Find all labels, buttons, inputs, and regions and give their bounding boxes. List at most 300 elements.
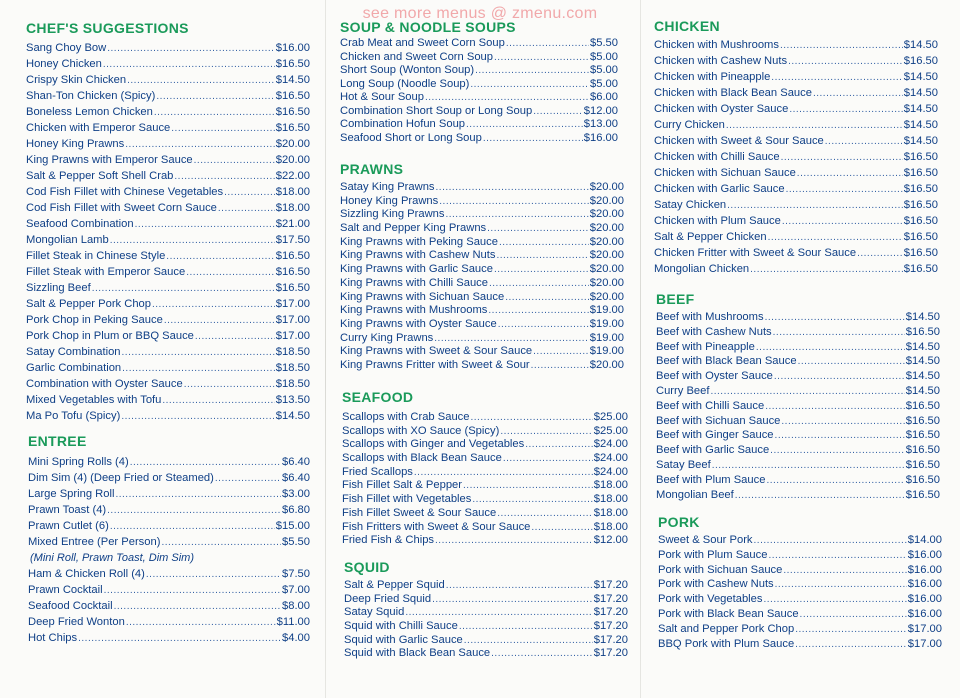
item-list xyxy=(656,310,940,502)
menu-item-price: $16.00 xyxy=(583,131,618,144)
menu-item-name: Scallops with Crab Sauce xyxy=(342,411,470,423)
menu-item-price: $5.00 xyxy=(590,64,618,76)
menu-item-name: Fillet Steak with Emperor Sauce xyxy=(26,266,186,278)
dot-leader xyxy=(92,281,275,296)
menu-item xyxy=(654,37,938,53)
dot-leader xyxy=(127,73,275,88)
menu-item-price: $20.00 xyxy=(589,235,624,248)
menu-item-price: $16.50 xyxy=(905,458,940,471)
menu-item xyxy=(656,428,940,443)
menu-item-price: $12.00 xyxy=(583,104,618,117)
menu-item xyxy=(654,213,938,229)
dot-leader xyxy=(186,265,275,280)
dot-leader xyxy=(78,631,281,646)
dot-leader xyxy=(774,370,905,384)
menu-item-name: Pork with Black Bean Sauce xyxy=(658,607,799,620)
menu-item-price: $14.50 xyxy=(275,74,310,86)
menu-item-name: King Prawns with Sichuan Sauce xyxy=(340,290,505,303)
menu-item-name: Combination Hofun Soup xyxy=(340,118,466,130)
menu-item xyxy=(340,249,624,263)
menu-item-name: Honey King Prawns xyxy=(340,194,439,207)
menu-item-price: $16.50 xyxy=(903,247,938,259)
menu-item-price: $20.00 xyxy=(589,249,624,262)
menu-item-name: Chicken with Pineapple xyxy=(654,71,771,83)
menu-item-name: Chicken with Black Bean Sauce xyxy=(654,87,812,99)
menu-item-name: Fish Fillet with Vegetables xyxy=(342,493,472,506)
dot-leader xyxy=(710,385,904,399)
menu-item-price: $16.50 xyxy=(903,151,938,163)
dot-leader xyxy=(164,313,275,328)
menu-item-name: Fried Scallops xyxy=(342,465,413,478)
menu-item-name: Salt & Pepper Squid xyxy=(344,579,445,591)
menu-item-price: $24.00 xyxy=(593,438,628,451)
dot-leader xyxy=(800,608,907,622)
menu-item-price: $7.00 xyxy=(282,584,310,596)
menu-item-price: $17.20 xyxy=(593,592,628,605)
menu-item xyxy=(656,399,940,414)
item-list xyxy=(658,533,942,651)
menu-item-name: King Prawns with Cashew Nuts xyxy=(340,249,496,262)
menu-item-price: $16.50 xyxy=(903,167,938,179)
menu-item-name: Pork with Vegetables xyxy=(658,593,763,606)
menu-item xyxy=(342,466,628,480)
menu-item xyxy=(26,232,310,248)
menu-item-price: $6.80 xyxy=(282,504,310,516)
menu-item xyxy=(340,236,624,250)
menu-item xyxy=(28,454,310,470)
menu-item xyxy=(656,384,940,399)
menu-item xyxy=(340,332,624,346)
menu-item xyxy=(656,414,940,429)
menu-item-price: $14.00 xyxy=(907,534,942,546)
menu-item-name: Cod Fish Fillet with Chinese Vegetables xyxy=(26,186,224,198)
menu-item-price: $22.00 xyxy=(275,170,310,182)
menu-item-name: Combination Short Soup or Long Soup xyxy=(340,104,533,117)
menu-item xyxy=(654,53,938,69)
menu-item-price: $8.00 xyxy=(282,600,310,612)
dot-leader xyxy=(162,393,274,408)
menu-item xyxy=(654,181,938,197)
menu-item-price: $16.50 xyxy=(903,263,938,275)
menu-item-name: King Prawns with Peking Sauce xyxy=(340,235,498,248)
menu-item-price: $16.00 xyxy=(907,563,942,576)
menu-item xyxy=(342,425,628,439)
menu-item-price: $18.50 xyxy=(275,346,310,358)
menu-item xyxy=(26,168,310,184)
menu-item xyxy=(340,208,624,222)
menu-item-name: King Prawns with Mushrooms xyxy=(340,304,488,317)
menu-item xyxy=(654,149,938,165)
menu-item-price: $14.50 xyxy=(903,87,938,99)
menu-item-price: $25.00 xyxy=(593,411,628,423)
menu-item xyxy=(658,533,942,548)
menu-item xyxy=(656,369,940,384)
menu-item-price: $18.00 xyxy=(593,479,628,492)
menu-item-name: Satay King Prawns xyxy=(340,181,435,193)
menu-item xyxy=(344,620,628,634)
dot-leader xyxy=(497,507,593,521)
menu-item-name: Beef with Chilli Sauce xyxy=(656,399,765,412)
menu-item-price: $16.00 xyxy=(907,578,942,591)
menu-item-price: $18.50 xyxy=(275,378,310,390)
menu-item-price: $16.00 xyxy=(907,548,942,561)
menu-item-name: Fried Fish & Chips xyxy=(342,534,435,547)
menu-item-name: Sang Choy Bow xyxy=(26,42,107,54)
dot-leader xyxy=(110,519,275,534)
menu-item-price: $16.50 xyxy=(903,199,938,211)
menu-item-name: Chicken with Emperor Sauce xyxy=(26,122,171,134)
menu-item-price: $5.00 xyxy=(590,77,618,90)
dot-leader xyxy=(712,459,905,473)
menu-item-price: $17.00 xyxy=(275,314,310,326)
menu-item-name: Hot & Sour Soup xyxy=(340,91,424,103)
dot-leader xyxy=(500,425,592,439)
menu-item-name: Combination with Oyster Sauce xyxy=(26,378,183,390)
menu-item-name: Chicken with Cashew Nuts xyxy=(654,55,788,67)
menu-item-price: $17.20 xyxy=(593,606,628,619)
menu-item xyxy=(340,359,624,373)
menu-item-name: Mongolian Chicken xyxy=(654,263,750,275)
menu-item xyxy=(26,296,310,312)
menu-item-price: $14.50 xyxy=(905,311,940,323)
menu-item xyxy=(656,488,940,503)
dot-leader xyxy=(756,341,905,355)
menu-item xyxy=(28,486,310,502)
dot-leader xyxy=(786,182,903,197)
menu-item xyxy=(340,291,624,305)
menu-item xyxy=(342,479,628,493)
dot-leader xyxy=(494,263,589,277)
menu-item-name: Beef with Sichuan Sauce xyxy=(656,414,781,427)
menu-item-name: Scallops with Ginger and Vegetables xyxy=(342,438,525,451)
menu-item-name: Satay Squid xyxy=(344,606,405,619)
menu-item-price: $16.50 xyxy=(275,122,310,134)
dot-leader xyxy=(184,377,275,392)
menu-item xyxy=(342,493,628,507)
menu-item-price: $14.50 xyxy=(275,410,310,422)
menu-item-name: Seafood Cocktail xyxy=(28,600,113,612)
menu-item-name: Chicken with Sichuan Sauce xyxy=(654,167,796,179)
menu-item xyxy=(26,392,310,408)
dot-leader xyxy=(780,38,903,53)
menu-item-price: $14.50 xyxy=(905,370,940,383)
menu-item-price: $20.00 xyxy=(589,290,624,303)
menu-item xyxy=(26,56,310,72)
dot-leader xyxy=(466,118,583,132)
menu-item xyxy=(340,118,618,132)
menu-item xyxy=(26,216,310,232)
dot-leader xyxy=(472,493,592,507)
menu-item-name: Crab Meat and Sweet Corn Soup xyxy=(340,37,505,49)
menu-item-name: Pork with Sichuan Sauce xyxy=(658,563,783,576)
menu-item xyxy=(654,101,938,117)
menu-item-name: Seafood Short or Long Soup xyxy=(340,131,482,144)
menu-item-price: $14.50 xyxy=(903,135,938,147)
menu-item-price: $18.00 xyxy=(593,506,628,519)
menu-item-price: $14.50 xyxy=(903,71,938,83)
dot-leader xyxy=(494,51,589,65)
dot-leader xyxy=(121,409,274,424)
menu-item-price: $16.50 xyxy=(905,414,940,427)
menu-item-name: Chicken with Garlic Sauce xyxy=(654,183,785,195)
menu-item-name: Satay Chicken xyxy=(654,199,727,211)
dot-leader xyxy=(171,121,275,136)
menu-item xyxy=(340,345,624,359)
dot-leader xyxy=(763,593,906,607)
menu-item-price: $14.50 xyxy=(905,340,940,353)
menu-item-name: Hot Chips xyxy=(28,632,78,644)
dot-leader xyxy=(766,474,904,488)
dot-leader xyxy=(107,503,281,518)
menu-item xyxy=(28,630,310,646)
menu-item-price: $19.00 xyxy=(589,317,624,330)
dot-leader xyxy=(436,181,589,195)
dot-leader xyxy=(126,615,276,630)
dot-leader xyxy=(125,137,275,152)
section-soup-noodle-soups xyxy=(340,18,618,145)
menu-item-name: Dim Sim (4) (Deep Fried or Steamed) xyxy=(28,472,214,484)
menu-item xyxy=(658,607,942,622)
menu-item-name: BBQ Pork with Plum Sauce xyxy=(658,637,795,650)
menu-item xyxy=(342,507,628,521)
menu-item-name: Mixed Vegetables with Tofu xyxy=(26,394,162,406)
section-pork xyxy=(658,513,942,651)
dot-leader xyxy=(156,89,274,104)
menu-item-price: $16.50 xyxy=(903,183,938,195)
menu-item-name: Prawn Cocktail xyxy=(28,584,103,596)
dot-leader xyxy=(531,359,589,373)
menu-item-price: $19.00 xyxy=(589,304,624,317)
menu-item-price: $20.00 xyxy=(275,154,310,166)
menu-item-name: Scallops with XO Sauce (Spicy) xyxy=(342,424,500,437)
dot-leader xyxy=(533,105,583,119)
dot-leader xyxy=(475,64,589,78)
dot-leader xyxy=(489,277,589,291)
menu-item-name: Fish Fillet Salt & Pepper xyxy=(342,479,463,492)
menu-item-price: $15.00 xyxy=(275,520,310,532)
menu-item-price: $16.50 xyxy=(905,473,940,486)
menu-item xyxy=(342,438,628,452)
menu-item-price: $20.00 xyxy=(589,263,624,276)
menu-item-name: Salt & Pepper Chicken xyxy=(654,231,767,243)
menu-item-name: Salt and Pepper Pork Chop xyxy=(658,622,795,635)
menu-item-name: Long Soup (Noodle Soup) xyxy=(340,77,470,90)
menu-item-name: King Prawns with Garlic Sauce xyxy=(340,263,493,276)
section-chefs-suggestions xyxy=(26,19,310,424)
menu-item xyxy=(26,376,310,392)
menu-item-price: $17.00 xyxy=(907,622,942,635)
menu-item-name: Fillet Steak in Chinese Style xyxy=(26,250,166,262)
dot-leader xyxy=(439,195,589,209)
dot-leader xyxy=(533,345,589,359)
menu-item-name: Chicken with Sweet & Sour Sauce xyxy=(654,135,824,147)
menu-item-price: $20.00 xyxy=(275,138,310,150)
menu-item xyxy=(340,277,624,291)
menu-item xyxy=(656,325,940,340)
menu-item-price: $17.00 xyxy=(275,330,310,342)
menu-item-price: $16.50 xyxy=(275,266,310,278)
menu-item xyxy=(340,105,618,119)
dot-leader xyxy=(825,134,903,149)
menu-item-price: $16.50 xyxy=(275,250,310,262)
menu-item-name: Chicken with Plum Sauce xyxy=(654,215,781,227)
dot-leader xyxy=(506,37,589,51)
menu-item-price: $17.20 xyxy=(593,579,628,591)
dot-leader xyxy=(470,78,589,92)
menu-item-name: Mini Spring Rolls (4) xyxy=(28,456,129,468)
menu-item xyxy=(658,622,942,637)
section-chicken xyxy=(654,17,938,277)
menu-item-price: $16.50 xyxy=(905,444,940,457)
menu-item xyxy=(26,344,310,360)
menu-item-name: Beef with Ginger Sauce xyxy=(656,429,774,442)
menu-item-price: $14.50 xyxy=(903,119,938,131)
menu-item-price: $18.50 xyxy=(275,362,310,374)
menu-item-price: $12.00 xyxy=(593,534,628,547)
menu-item-name: Mixed Entree (Per Person) xyxy=(28,536,161,548)
section-heading: CHEF'S SUGGESTIONS xyxy=(26,20,189,36)
menu-item-price: $20.00 xyxy=(589,358,624,371)
menu-item xyxy=(26,40,310,56)
menu-item xyxy=(26,88,310,104)
menu-item-name: Beef with Garlic Sauce xyxy=(656,444,770,457)
dot-leader xyxy=(531,521,592,535)
menu-item-name: Boneless Lemon Chicken xyxy=(26,106,153,118)
menu-item-name: King Prawns with Emperor Sauce xyxy=(26,154,193,166)
menu-item xyxy=(658,577,942,592)
menu-item-name: Salt and Pepper King Prawns xyxy=(340,222,487,235)
dot-leader xyxy=(795,623,907,637)
menu-item xyxy=(340,91,618,105)
section-squid xyxy=(344,558,628,661)
dot-leader xyxy=(765,400,905,414)
dot-leader xyxy=(750,262,903,277)
menu-item xyxy=(340,318,624,332)
menu-item xyxy=(28,566,310,582)
menu-item-price: $17.20 xyxy=(593,647,628,660)
dot-leader xyxy=(432,593,593,607)
menu-item-name: Pork with Plum Sauce xyxy=(658,548,768,561)
menu-item-name: King Prawns with Oyster Sauce xyxy=(340,317,497,330)
menu-item xyxy=(656,443,940,458)
menu-item xyxy=(342,452,628,466)
dot-leader xyxy=(498,318,589,332)
menu-item-price: $25.00 xyxy=(593,424,628,437)
menu-item-name: Honey King Prawns xyxy=(26,138,125,150)
menu-item-price: $20.00 xyxy=(589,222,624,235)
section-entree xyxy=(28,432,310,646)
menu-item xyxy=(654,197,938,213)
dot-leader xyxy=(114,599,281,614)
dot-leader xyxy=(470,411,592,425)
menu-item xyxy=(656,458,940,473)
section-heading: SQUID xyxy=(344,559,390,575)
menu-item-name: Seafood Combination xyxy=(26,218,134,230)
menu-item-name: Prawn Cutlet (6) xyxy=(28,520,109,532)
menu-item-price: $16.50 xyxy=(905,325,940,338)
menu-item-name: Beef with Pineapple xyxy=(656,340,755,353)
dot-leader xyxy=(115,487,281,502)
menu-item-name: Scallops with Black Bean Sauce xyxy=(342,452,502,465)
menu-item-name: Squid with Black Bean Sauce xyxy=(344,647,491,660)
menu-item-price: $17.00 xyxy=(275,298,310,310)
menu-item xyxy=(654,69,938,85)
menu-item xyxy=(656,340,940,355)
menu-item-price: $16.50 xyxy=(905,399,940,412)
menu-item-name: King Prawns with Sweet & Sour Sauce xyxy=(340,345,533,358)
menu-item xyxy=(340,78,618,92)
menu-item xyxy=(26,328,310,344)
menu-item-name: Short Soup (Wonton Soup) xyxy=(340,64,475,76)
dot-leader xyxy=(425,91,589,105)
menu-item-price: $19.00 xyxy=(589,345,624,358)
menu-item xyxy=(654,165,938,181)
menu-item-name: Honey Chicken xyxy=(26,58,102,70)
section-beef xyxy=(656,290,940,502)
menu-item xyxy=(344,647,628,661)
menu-item xyxy=(658,563,942,578)
menu-item-price: $21.00 xyxy=(275,218,310,230)
dot-leader xyxy=(104,583,281,598)
section-heading: BEEF xyxy=(656,291,695,307)
menu-item xyxy=(654,85,938,101)
menu-item-name: Beef with Oyster Sauce xyxy=(656,370,773,383)
menu-item-name: Beef with Mushrooms xyxy=(656,311,764,323)
menu-item-price: $20.00 xyxy=(589,181,624,193)
dot-leader xyxy=(445,208,588,222)
menu-item xyxy=(26,72,310,88)
menu-item-price: $17.50 xyxy=(275,234,310,246)
dot-leader xyxy=(405,606,592,620)
dot-leader xyxy=(783,564,906,578)
menu-item xyxy=(344,579,628,593)
dot-leader xyxy=(110,233,275,248)
menu-item xyxy=(26,360,310,376)
menu-item-price: $16.00 xyxy=(907,593,942,606)
dot-leader xyxy=(488,304,588,318)
dot-leader xyxy=(103,57,275,72)
dot-leader xyxy=(166,249,274,264)
menu-item xyxy=(26,280,310,296)
section-heading: SEAFOOD xyxy=(342,389,414,405)
dot-leader xyxy=(754,534,907,548)
menu-item-name: Mongolian Lamb xyxy=(26,234,109,246)
menu-item-price: $11.00 xyxy=(276,616,310,628)
dot-leader xyxy=(414,466,593,480)
dot-leader xyxy=(215,471,281,486)
menu-item-price: $14.50 xyxy=(905,384,940,397)
menu-item-price: $5.50 xyxy=(590,37,618,49)
menu-item-price: $5.00 xyxy=(590,50,618,63)
dot-leader xyxy=(770,444,905,458)
dot-leader xyxy=(434,332,589,346)
menu-item-price: $14.50 xyxy=(905,355,940,368)
menu-item-price: $20.00 xyxy=(589,194,624,207)
dot-leader xyxy=(781,415,904,429)
menu-item xyxy=(340,64,618,78)
menu-item xyxy=(28,502,310,518)
menu-item xyxy=(28,534,310,550)
menu-item xyxy=(26,312,310,328)
dot-leader xyxy=(459,620,593,634)
menu-item xyxy=(340,132,618,146)
menu-item-price: $4.00 xyxy=(282,632,310,644)
watermark: see more menus @ zmenu.com xyxy=(362,5,598,22)
menu-item-price: $7.50 xyxy=(282,568,310,580)
menu-item-name: Chicken with Mushrooms xyxy=(654,39,779,51)
dot-leader xyxy=(496,249,588,263)
dot-leader xyxy=(152,297,275,312)
